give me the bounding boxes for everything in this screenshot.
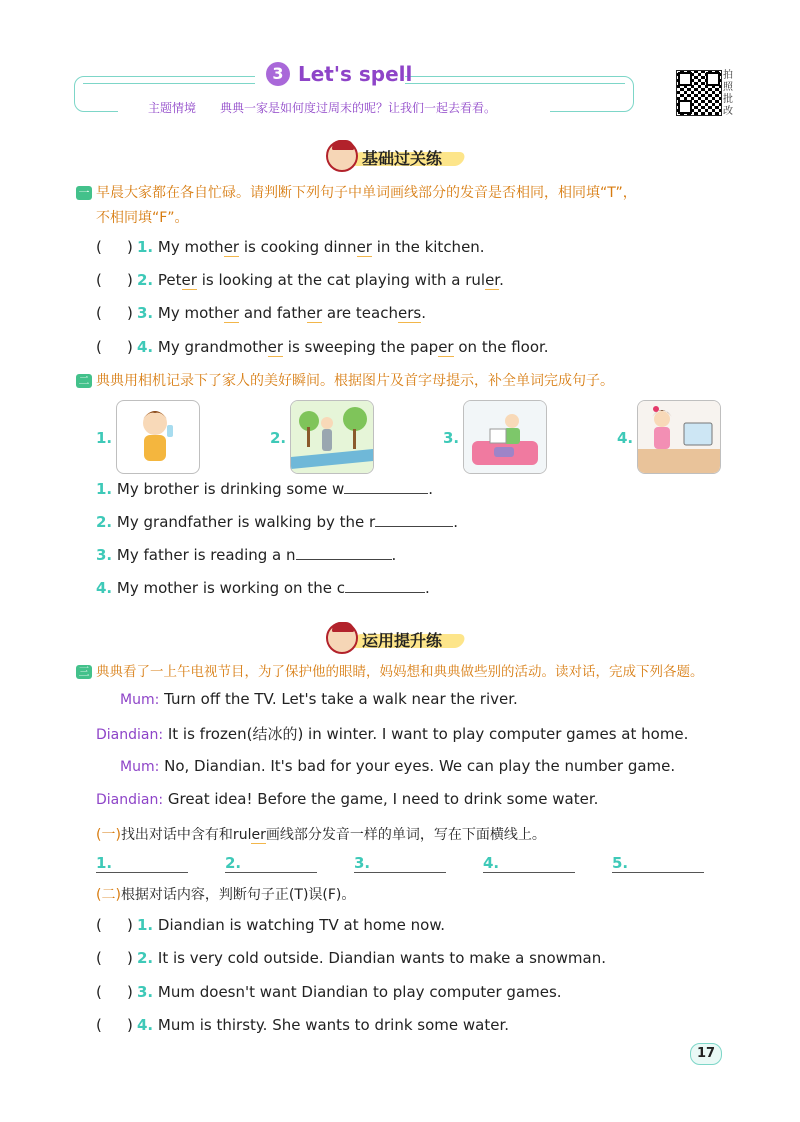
answer-paren-open: (: [96, 1016, 102, 1034]
blank-number: 5.: [612, 854, 629, 872]
answer-paren-open: (: [96, 304, 102, 322]
dialogue-text: Turn off the TV. Let's take a walk near the river.: [164, 690, 518, 708]
page-number: 17: [690, 1043, 722, 1065]
picture-mother-computer: [637, 400, 721, 474]
answer-paren-open: (: [96, 949, 102, 967]
list-item: [96, 479, 433, 498]
underlined-letters: er: [181, 271, 197, 289]
picture-3-number: 3.: [443, 429, 460, 447]
fill-blank-input[interactable]: [345, 578, 425, 593]
part-1-index: (一): [96, 827, 121, 843]
picture-boy-drinking: [116, 400, 200, 474]
part-1-underlined: er: [251, 827, 266, 843]
sentence-text: My father is reading a n: [116, 546, 296, 564]
list-item: [137, 238, 485, 256]
answer-paren-close: ): [127, 949, 133, 967]
part-2-text: 根据对话内容，判断句子正(T)误(F)。: [120, 887, 356, 903]
unit-title: Let's spell: [298, 62, 413, 86]
dialogue-line: [120, 690, 518, 708]
answer-paren-close: ): [127, 304, 133, 322]
picture-grandfather-walking: [290, 400, 374, 474]
blank-line: [354, 872, 446, 873]
underlined-letters: er: [306, 304, 323, 322]
sentence-text: .: [499, 271, 504, 289]
section-1-instruction-2: 不相同填“F”。: [96, 210, 189, 226]
dialogue-line: [120, 757, 675, 775]
answer-input[interactable]: [104, 302, 128, 322]
part-1-text-before: 找出对话中含有和rul: [120, 827, 252, 843]
dialogue-text: Great idea! Before the game, I need to drink some water.: [167, 790, 599, 808]
sentence-text: is cooking dinn: [239, 238, 357, 256]
answer-paren-close: ): [127, 1016, 133, 1034]
blank-number: 1.: [96, 854, 113, 872]
blank-line: [225, 872, 317, 873]
section-3-icon: 三: [76, 665, 92, 679]
fill-blank-input[interactable]: [375, 512, 453, 527]
item-number: 1.: [137, 916, 154, 934]
dialogue-speaker: Mum:: [120, 759, 160, 775]
answer-input[interactable]: [104, 914, 128, 934]
item-number: 2.: [96, 513, 113, 531]
fill-blank-input[interactable]: [344, 479, 428, 494]
sentence-text: .: [421, 304, 426, 322]
underlined-letters: er: [223, 238, 240, 256]
section-1-instruction-1: 早晨大家都在各自忙碌。请判断下列句子中单词画线部分的发音是否相同，相同填“T”，: [96, 185, 637, 201]
answer-blank[interactable]: [483, 854, 577, 872]
dialogue-line: [96, 723, 688, 744]
theme-label: 主题情境: [148, 101, 197, 115]
banner-advanced: [326, 622, 486, 652]
item-number: 1.: [96, 480, 113, 498]
sentence-text: Mum is thirsty. She wants to drink some water.: [157, 1016, 510, 1034]
section-2-instruction: 典典用相机记录下了家人的美好瞬间。根据图片及首字母提示，补全单词完成句子。: [96, 373, 614, 389]
answer-blank[interactable]: [96, 854, 190, 872]
sentence-text: My moth: [157, 304, 224, 322]
part-1-text-after: 画线部分发音一样的单词，写在下面横线上。: [265, 827, 546, 843]
section-2-icon: 二: [76, 374, 92, 388]
fill-blank-input[interactable]: [296, 545, 392, 560]
banner-advanced-text: 运用提升练: [362, 631, 443, 650]
sentence-end: .: [424, 579, 430, 597]
mascot-icon: [326, 622, 358, 654]
answer-input[interactable]: [104, 269, 128, 289]
sentence-text: My brother is drinking some w: [116, 480, 345, 498]
item-number: 4.: [96, 579, 113, 597]
item-number: 3.: [137, 983, 154, 1001]
item-number: 3.: [96, 546, 113, 564]
list-item: [96, 545, 396, 564]
section-3-instruction: 典典看了一上午电视节目，为了保护他的眼睛，妈妈想和典典做些别的活动。读对话，完成下列各题。: [96, 664, 704, 680]
theme-text: 典典一家是如何度过周末的呢？让我们一起去看看。: [220, 101, 497, 115]
underlined-letters: er: [267, 338, 284, 356]
answer-paren-close: ): [127, 238, 133, 256]
dialogue-speaker: Mum:: [120, 692, 160, 708]
underlined-letters: ers: [397, 304, 422, 322]
answer-blank[interactable]: [612, 854, 706, 872]
sentence-text: is looking at the cat playing with a rul: [196, 271, 486, 289]
sentence-end: .: [453, 513, 458, 531]
picture-2-number: 2.: [270, 429, 287, 447]
underlined-letters: er: [356, 238, 372, 256]
sentence-text: is sweeping the pap: [283, 338, 439, 356]
blank-number: 3.: [354, 854, 371, 872]
unit-number-badge: 3: [266, 62, 290, 86]
banner-basic: [326, 140, 486, 170]
list-item: [137, 304, 426, 322]
dialogue-text: It is frozen(结冰的) in winter. I want to play computer games at home.: [167, 725, 689, 743]
list-item: [137, 983, 562, 1001]
sentence-text: My moth: [157, 238, 224, 256]
sentence-text: in the kitchen.: [371, 238, 485, 256]
sentence-end: .: [428, 480, 434, 498]
list-item: [137, 916, 445, 934]
list-item: [137, 338, 549, 356]
answer-paren-open: (: [96, 238, 102, 256]
sentence-text: Diandian is watching TV at home now.: [157, 916, 445, 934]
answer-paren-close: ): [127, 983, 133, 1001]
item-number: 2.: [137, 271, 154, 289]
answer-paren-close: ): [127, 916, 133, 934]
sentence-text: My grandmoth: [157, 338, 268, 356]
answer-input[interactable]: [104, 947, 128, 967]
sentence-text: My mother is working on the c: [116, 579, 345, 597]
dialogue-speaker: Diandian:: [96, 792, 164, 808]
answer-input[interactable]: [104, 236, 128, 256]
part-2-index: (二): [96, 887, 121, 903]
sentence-text: are teach: [322, 304, 398, 322]
answer-input[interactable]: [104, 981, 128, 1001]
underlined-letters: er: [438, 338, 454, 356]
underlined-letters: er: [223, 304, 240, 322]
list-item: [96, 578, 430, 597]
answer-paren-open: (: [96, 338, 102, 356]
list-item: [137, 949, 606, 967]
blank-number: 2.: [225, 854, 242, 872]
part-1-heading: [96, 824, 546, 844]
picture-1-number: 1.: [96, 429, 113, 447]
sentence-text: on the floor.: [453, 338, 549, 356]
answer-paren-close: ): [127, 338, 133, 356]
answer-input[interactable]: [104, 336, 128, 356]
list-item: [96, 512, 458, 531]
sentence-text: Pet: [157, 271, 182, 289]
answer-blank[interactable]: [225, 854, 319, 872]
dialogue-text: No, Diandian. It's bad for your eyes. We can play the number game.: [164, 757, 676, 775]
banner-basic-text: 基础过关练: [362, 149, 443, 168]
item-number: 4.: [137, 338, 154, 356]
blank-line: [612, 872, 704, 873]
answer-paren-open: (: [96, 983, 102, 1001]
sentence-text: Mum doesn't want Diandian to play computer games.: [157, 983, 562, 1001]
mascot-icon: [326, 140, 358, 172]
sentence-text: My grandfather is walking by the r: [116, 513, 376, 531]
blank-number: 4.: [483, 854, 500, 872]
blank-line: [96, 872, 188, 873]
item-number: 4.: [137, 1016, 154, 1034]
answer-paren-close: ): [127, 271, 133, 289]
dialogue-line: [96, 790, 598, 808]
picture-father-reading: [463, 400, 547, 474]
answer-paren-open: (: [96, 916, 102, 934]
answer-input[interactable]: [104, 1014, 128, 1034]
picture-4-number: 4.: [617, 429, 634, 447]
sentence-text: and fath: [239, 304, 307, 322]
sentence-end: .: [391, 546, 397, 564]
answer-paren-open: (: [96, 271, 102, 289]
item-number: 2.: [137, 949, 154, 967]
list-item: [137, 1016, 509, 1034]
answer-blank[interactable]: [354, 854, 448, 872]
blank-line: [483, 872, 575, 873]
list-item: [137, 271, 504, 289]
qr-label: 拍照批改: [723, 70, 733, 117]
item-number: 3.: [137, 304, 154, 322]
sentence-text: It is very cold outside. Diandian wants to make a snowman.: [157, 949, 606, 967]
section-1-icon: 一: [76, 186, 92, 200]
qr-code-icon[interactable]: [676, 70, 722, 116]
item-number: 1.: [137, 238, 154, 256]
underlined-letters: er: [485, 271, 500, 289]
part-2-heading: [96, 884, 355, 904]
dialogue-speaker: Diandian:: [96, 727, 164, 743]
